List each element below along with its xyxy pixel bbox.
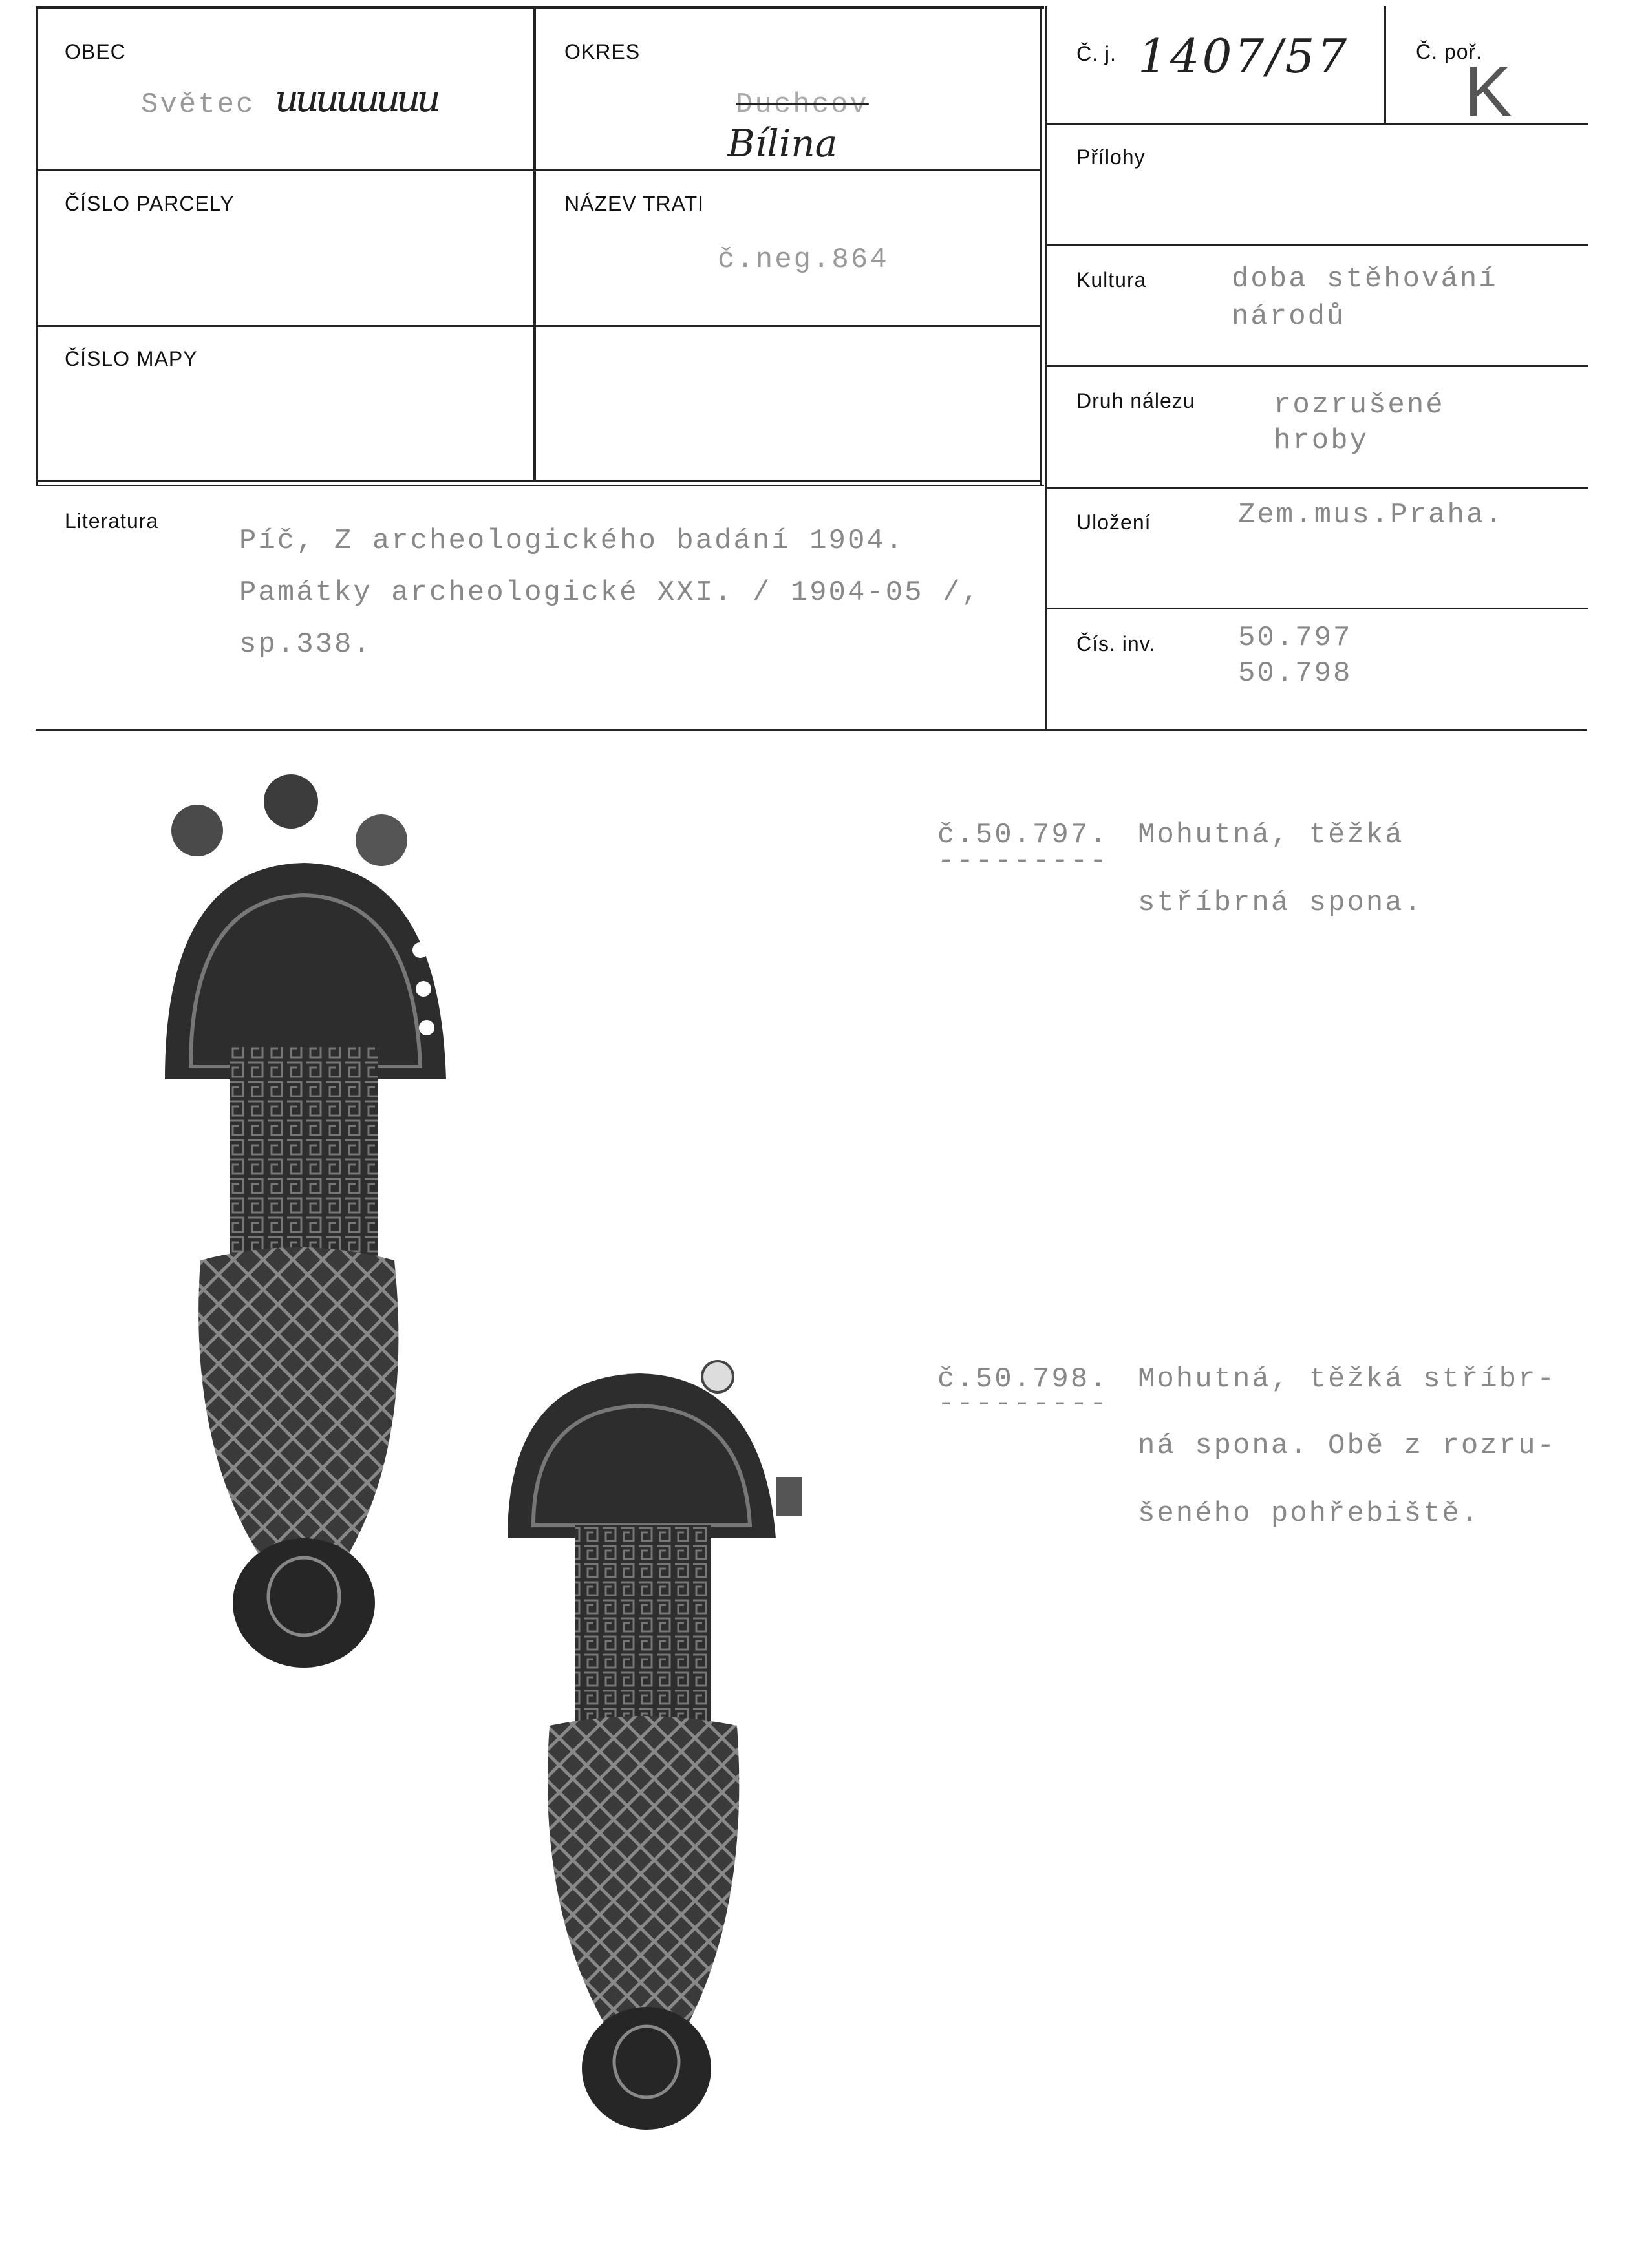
okres-label: OKRES (564, 40, 641, 63)
ulozeni-value: Zem.mus.Praha. (1238, 499, 1504, 531)
right-rule-3 (1046, 365, 1588, 367)
left-border (36, 6, 38, 485)
kultura-label: Kultura (1076, 268, 1147, 291)
nazev-trati-label: NÁZEV TRATI (564, 192, 705, 215)
kultura-value-line2: národů (1232, 301, 1346, 333)
entry-2-line3: šeného pohřebiště. (1138, 1498, 1480, 1530)
row2-rule (36, 325, 1041, 327)
col1-divider (533, 6, 536, 482)
entry-1-line2: stříbrná spona. (1138, 887, 1424, 919)
fibula-photo-1 (129, 769, 517, 1674)
col2-divider (1040, 6, 1042, 485)
entry-1-underline: --------- (937, 845, 1109, 877)
obec-strike: uuuuuuuu (275, 76, 437, 120)
cpor-divider (1384, 6, 1386, 123)
okres-struck-value: Duchcov (736, 89, 869, 121)
entry-2-underline: --------- (937, 1388, 1109, 1420)
druh-nalezu-label: Druh nálezu (1076, 389, 1195, 412)
outer-top-rule (36, 6, 1044, 9)
entry-2-line1: Mohutná, těžká stříbr- (1138, 1363, 1556, 1395)
entry-1-number: č.50.797. (937, 819, 1109, 851)
nazev-trati-value: č.neg.864 (718, 244, 889, 276)
kultura-value-line1: doba stěhování (1232, 263, 1498, 295)
entry-2-number: č.50.798. (937, 1363, 1109, 1395)
obec-value: Světec (141, 89, 255, 121)
cj-value: 1407/57 (1138, 29, 1350, 83)
cis-inv-label: Čís. inv. (1076, 632, 1156, 655)
right-rule-5 (1046, 608, 1588, 609)
entry-1-line1: Mohutná, těžká (1138, 819, 1404, 851)
okres-value: Bílina (727, 122, 838, 165)
entry-2-line2: ná spona. Obě z rozru- (1138, 1430, 1556, 1462)
right-rule-2 (1046, 244, 1588, 246)
cis-inv-value-2: 50.798 (1238, 657, 1352, 690)
cpor-value: K (1464, 52, 1512, 131)
druh-nalezu-value-line2: hroby (1274, 425, 1369, 457)
cpor-label: Č. poř. (1416, 40, 1483, 63)
literatura-label: Literatura (65, 509, 159, 533)
literatura-line2: Památky archeologické XXI. / 1904-05 /, (239, 577, 981, 609)
cj-label: Č. j. (1076, 42, 1117, 65)
literatura-line3: sp.338. (239, 628, 372, 661)
obec-label: OBEC (65, 40, 126, 63)
main-divider (1045, 6, 1047, 730)
prilohy-label: Přílohy (1076, 145, 1146, 169)
row3-rule-double (36, 485, 1044, 486)
bottom-rule (36, 729, 1587, 731)
cis-inv-value-1: 50.797 (1238, 622, 1352, 654)
fibula-photo-2 (491, 1344, 828, 2146)
cislo-mapy-label: ČÍSLO MAPY (65, 347, 198, 370)
right-rule-4 (1046, 487, 1588, 489)
row1-rule (36, 169, 1041, 171)
ulozeni-label: Uložení (1076, 511, 1151, 534)
row3-rule (36, 480, 1041, 482)
druh-nalezu-value-line1: rozrušené (1274, 389, 1445, 421)
literatura-line1: Píč, Z archeologického badání 1904. (239, 525, 905, 557)
cislo-parcely-label: ČÍSLO PARCELY (65, 192, 235, 215)
